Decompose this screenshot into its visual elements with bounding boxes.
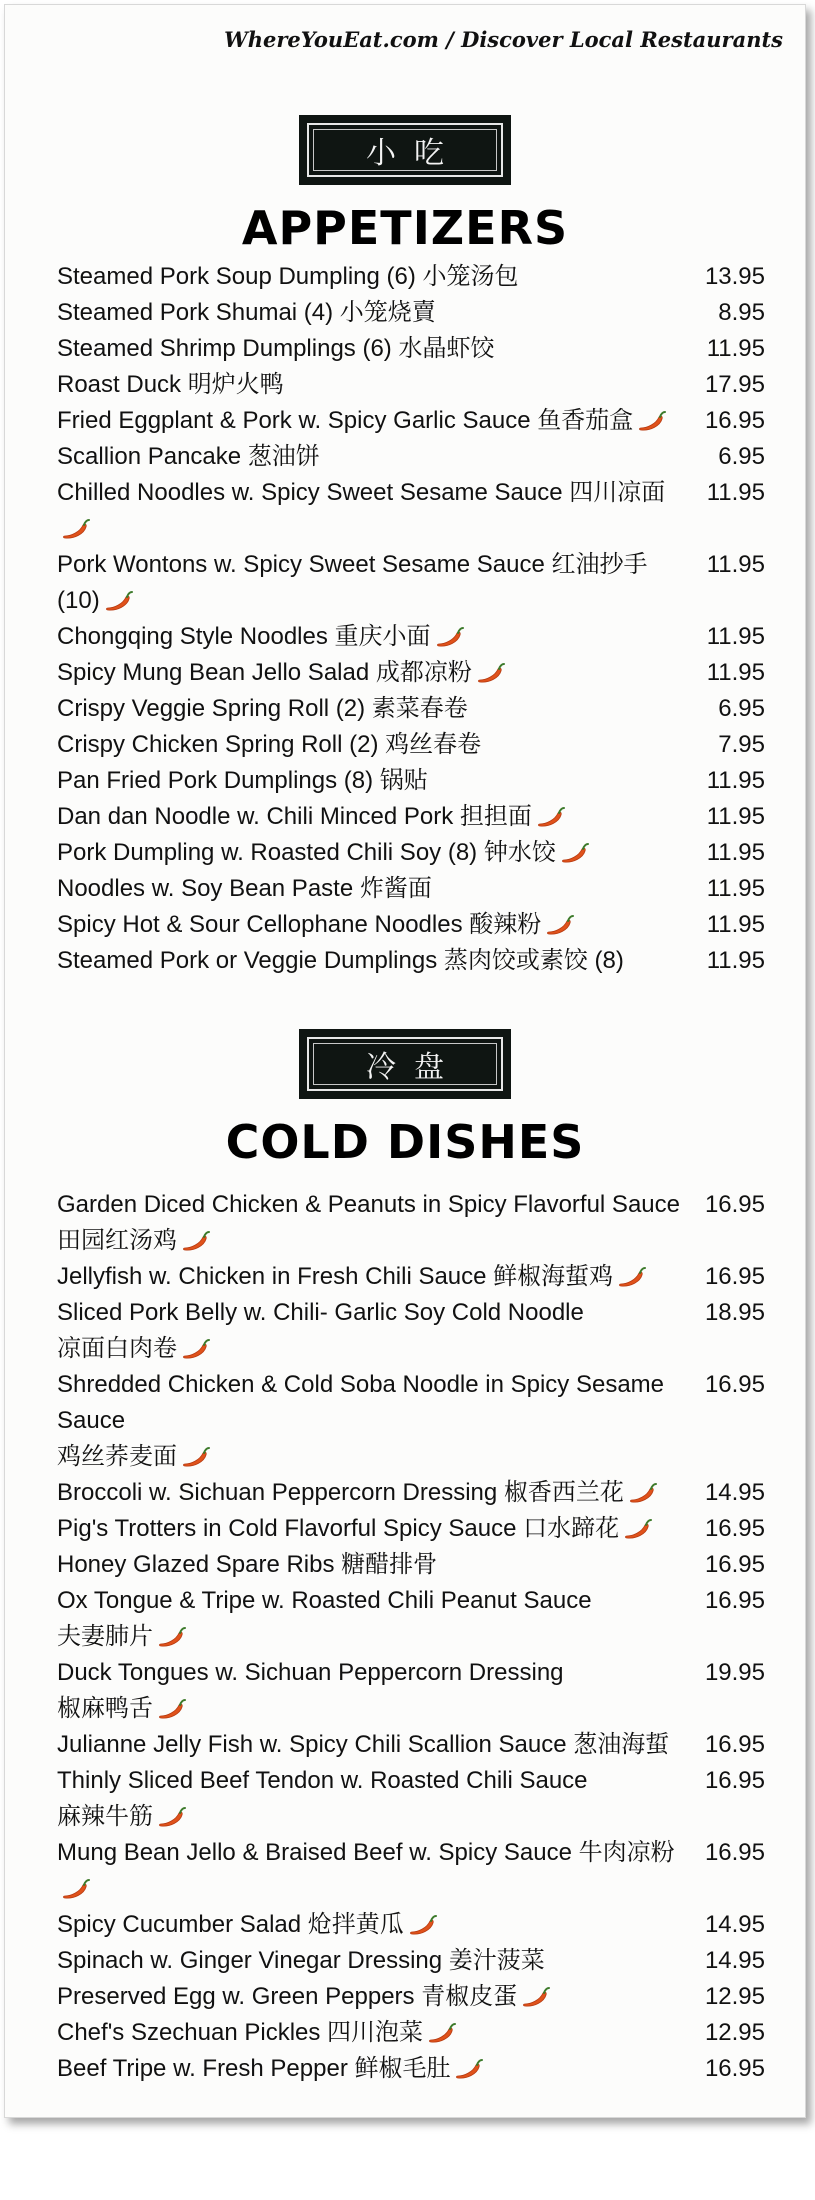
menu-item-price: 16.95 [704, 1551, 765, 1578]
menu-item [57, 2015, 765, 2051]
menu-item-price: 11.95 [706, 551, 765, 578]
menu-item-price: 13.95 [704, 263, 765, 290]
chili-pepper-icon [560, 843, 590, 863]
menu-item [57, 403, 765, 439]
menu-item-chinese-name: 田园红汤鸡 [57, 1227, 177, 1254]
menu-item [57, 1763, 765, 1835]
menu-item [57, 871, 765, 907]
menu-item-name [57, 727, 695, 763]
menu-item-price: 11.95 [706, 803, 765, 830]
menu-item [57, 475, 765, 547]
menu-item-name [57, 619, 695, 655]
chili-pepper-icon [637, 411, 667, 431]
plaque-cold-dishes-text: 冷盘 [366, 1050, 462, 1085]
menu-item-name [57, 799, 695, 835]
menu-item-name-text: Dan dan Noodle w. Chili Minced Pork 担担面 [57, 803, 532, 830]
menu-item-price: 14.95 [704, 1947, 765, 1974]
menu-item-name [57, 1367, 695, 1475]
menu-item-price: 16.95 [704, 1839, 765, 1866]
chili-pepper-icon [476, 663, 506, 683]
plaque-appetizers [299, 115, 511, 185]
menu-item [57, 1979, 765, 2015]
menu-item-name-text: Broccoli w. Sichuan Peppercorn Dressing 椒香西兰花 [57, 1479, 624, 1506]
menu-item-name [57, 1547, 695, 1583]
menu-item [57, 1187, 765, 1259]
menu-item [57, 547, 765, 619]
menu-item-price: 16.95 [704, 1263, 765, 1290]
menu-item [57, 1583, 765, 1655]
cold-dishes-list [57, 1187, 765, 2087]
menu-item-name [57, 655, 695, 691]
menu-item-price: 7.95 [718, 731, 765, 758]
menu-item [57, 1655, 765, 1727]
menu-item-chinese-name: 鸡丝荞麦面 [57, 1443, 177, 1470]
menu-item-price: 11.95 [706, 623, 765, 650]
menu-item-price: 16.95 [704, 1767, 765, 1794]
menu-item-name-text: Julianne Jelly Fish w. Spicy Chili Scallion Sauce 葱油海蜇 [57, 1731, 670, 1758]
chili-pepper-icon [454, 2059, 484, 2079]
chili-pepper-icon [104, 591, 134, 611]
menu-item-name [57, 907, 695, 943]
menu-item-name-text: Spinach w. Ginger Vinegar Dressing 姜汁菠菜 [57, 1947, 545, 1974]
menu-item [57, 331, 765, 367]
menu-item-name-text: Crispy Veggie Spring Roll (2) 素菜春卷 [57, 695, 468, 722]
menu-item-name [57, 1511, 695, 1547]
menu-item-chinese-name: 椒麻鸭舌 [57, 1695, 153, 1722]
menu-item-price: 16.95 [704, 1587, 765, 1614]
chili-pepper-icon [521, 1987, 551, 2007]
menu-item-name [57, 943, 695, 979]
menu-item-name-text: Garden Diced Chicken & Peanuts in Spicy Flavorful Sauce [57, 1191, 680, 1218]
menu-item-name [57, 691, 695, 727]
menu-item-price: 17.95 [704, 371, 765, 398]
chili-pepper-icon [181, 1231, 211, 1251]
menu-item-price: 8.95 [718, 299, 765, 326]
site-banner: WhereYouEat.com / Discover Local Restaurants [224, 27, 783, 52]
menu-item [57, 1367, 765, 1475]
menu-item-price: 6.95 [718, 443, 765, 470]
menu-page [4, 4, 806, 2118]
menu-item-name [57, 1187, 695, 1259]
menu-item-name [57, 1295, 695, 1367]
menu-item [57, 439, 765, 475]
menu-item-name-text: Noodles w. Soy Bean Paste 炸酱面 [57, 875, 432, 902]
section-title-cold-dishes: COLD DISHES [225, 1115, 585, 1169]
menu-item [57, 907, 765, 943]
menu-item-name [57, 295, 695, 331]
menu-item [57, 655, 765, 691]
menu-item-chinese-name: 凉面白肉卷 [57, 1335, 177, 1362]
chili-pepper-icon [435, 627, 465, 647]
menu-item-name [57, 1259, 695, 1295]
menu-item [57, 367, 765, 403]
menu-item-price: 11.95 [706, 911, 765, 938]
menu-item-price: 11.95 [706, 947, 765, 974]
menu-item-name-text: Shredded Chicken & Cold Soba Noodle in Spicy Sesame Sauce [57, 1371, 665, 1434]
chili-pepper-icon [61, 519, 91, 539]
menu-item-name [57, 2051, 695, 2087]
chili-pepper-icon [61, 1879, 91, 1899]
menu-item-name [57, 871, 695, 907]
menu-item [57, 295, 765, 331]
menu-item-name-text: Duck Tongues w. Sichuan Peppercorn Dressing [57, 1659, 564, 1686]
menu-item [57, 1835, 765, 1907]
menu-item-price: 11.95 [706, 767, 765, 794]
menu-item-name-text: Pork Dumpling w. Roasted Chili Soy (8) 钟水饺 [57, 839, 556, 866]
menu-item-price: 12.95 [704, 2019, 765, 2046]
menu-item-price: 11.95 [706, 479, 765, 506]
menu-item-price: 16.95 [704, 1371, 765, 1398]
menu-item-name [57, 259, 695, 295]
menu-item-chinese-name: 夫妻肺片 [57, 1623, 153, 1650]
menu-item-price: 14.95 [704, 1911, 765, 1938]
menu-item-chinese-name: 麻辣牛筋 [57, 1803, 153, 1830]
menu-item [57, 1475, 765, 1511]
menu-item-name-text: Preserved Egg w. Green Peppers 青椒皮蛋 [57, 1983, 518, 2010]
chili-pepper-icon [545, 915, 575, 935]
menu-item-name-text: Pork Wontons w. Spicy Sweet Sesame Sauce 红油抄手 (10) [57, 551, 648, 614]
menu-item-name-text: Fried Eggplant & Pork w. Spicy Garlic Sauce 鱼香茄盒 [57, 407, 634, 434]
menu-item [57, 1943, 765, 1979]
menu-item-price: 18.95 [704, 1299, 765, 1326]
menu-item-name [57, 1583, 695, 1655]
section-title-appetizers: APPETIZERS [241, 201, 569, 255]
menu-item [57, 799, 765, 835]
chili-pepper-icon [427, 2023, 457, 2043]
menu-item-price: 11.95 [706, 875, 765, 902]
menu-item [57, 943, 765, 979]
menu-item-price: 11.95 [706, 335, 765, 362]
menu-item-price: 16.95 [704, 1191, 765, 1218]
menu-item [57, 1907, 765, 1943]
menu-item-name-text: Thinly Sliced Beef Tendon w. Roasted Chili Sauce [57, 1767, 588, 1794]
menu-item-price: 16.95 [704, 407, 765, 434]
menu-item-name [57, 1907, 695, 1943]
chili-pepper-icon [536, 807, 566, 827]
chili-pepper-icon [157, 1627, 187, 1647]
menu-item-name [57, 1727, 695, 1763]
menu-item-name-text: Chongqing Style Noodles 重庆小面 [57, 623, 431, 650]
menu-item [57, 1295, 765, 1367]
chili-pepper-icon [628, 1483, 658, 1503]
menu-item-price: 6.95 [718, 695, 765, 722]
menu-item-name-text: Chilled Noodles w. Spicy Sweet Sesame Sauce 四川凉面 [57, 479, 666, 506]
menu-item-name [57, 1475, 695, 1511]
menu-item-price: 16.95 [704, 2055, 765, 2082]
menu-item [57, 1547, 765, 1583]
chili-pepper-icon [157, 1699, 187, 1719]
menu-item-name-text: Pig's Trotters in Cold Flavorful Spicy Sauce 口水蹄花 [57, 1515, 620, 1542]
menu-item-name [57, 1655, 695, 1727]
menu-item-price: 12.95 [704, 1983, 765, 2010]
plaque-appetizers-text: 小吃 [366, 136, 462, 171]
menu-item-name-text: Mung Bean Jello & Braised Beef w. Spicy Sauce 牛肉凉粉 [57, 1839, 675, 1866]
menu-item-name-text: Crispy Chicken Spring Roll (2) 鸡丝春卷 [57, 731, 482, 758]
menu-item-name-text: Steamed Pork or Veggie Dumplings 蒸肉饺或素饺 (8) [57, 947, 624, 974]
menu-item-price: 14.95 [704, 1479, 765, 1506]
chili-pepper-icon [181, 1339, 211, 1359]
menu-item-price: 16.95 [704, 1731, 765, 1758]
menu-item [57, 1259, 765, 1295]
menu-item-price: 11.95 [706, 659, 765, 686]
menu-item-name-text: Steamed Pork Shumai (4) 小笼烧賣 [57, 299, 436, 326]
menu-item [57, 1511, 765, 1547]
menu-item-name [57, 835, 695, 871]
menu-item-name-text: Honey Glazed Spare Ribs 糖醋排骨 [57, 1551, 438, 1578]
plaque-cold-dishes [299, 1029, 511, 1099]
menu-item-price: 11.95 [706, 839, 765, 866]
menu-item-name-text: Spicy Mung Bean Jello Salad 成都凉粉 [57, 659, 472, 686]
menu-item [57, 259, 765, 295]
menu-item-name-text: Beef Tripe w. Fresh Pepper 鲜椒毛肚 [57, 2055, 451, 2082]
menu-item-name [57, 403, 695, 439]
menu-item-name-text: Jellyfish w. Chicken in Fresh Chili Sauce 鲜椒海蜇鸡 [57, 1263, 614, 1290]
menu-item [57, 727, 765, 763]
chili-pepper-icon [181, 1447, 211, 1467]
menu-item [57, 619, 765, 655]
menu-item-name [57, 1979, 695, 2015]
chili-pepper-icon [157, 1807, 187, 1827]
menu-item-name-text: Spicy Cucumber Salad 炝拌黄瓜 [57, 1911, 404, 1938]
menu-item-name [57, 763, 695, 799]
menu-item [57, 763, 765, 799]
menu-item-name-text: Chef's Szechuan Pickles 四川泡菜 [57, 2019, 424, 2046]
chili-pepper-icon [408, 1915, 438, 1935]
menu-item-name [57, 1943, 695, 1979]
menu-item-name [57, 547, 695, 619]
menu-item-name-text: Scallion Pancake 葱油饼 [57, 443, 320, 470]
menu-item [57, 835, 765, 871]
menu-item-name-text: Spicy Hot & Sour Cellophane Noodles 酸辣粉 [57, 911, 542, 938]
menu-item [57, 2051, 765, 2087]
menu-item-name [57, 2015, 695, 2051]
menu-item-name [57, 367, 695, 403]
menu-item-name-text: Steamed Shrimp Dumplings (6) 水晶虾饺 [57, 335, 495, 362]
menu-item-price: 19.95 [704, 1659, 765, 1686]
menu-item-name [57, 331, 695, 367]
chili-pepper-icon [623, 1519, 653, 1539]
menu-item-name-text: Ox Tongue & Tripe w. Roasted Chili Peanut Sauce [57, 1587, 592, 1614]
menu-item-name-text: Roast Duck 明炉火鸭 [57, 371, 284, 398]
menu-item-price: 16.95 [704, 1515, 765, 1542]
menu-item-name [57, 1763, 695, 1835]
menu-item-name [57, 439, 695, 475]
menu-item-name [57, 475, 695, 547]
menu-item-name-text: Pan Fried Pork Dumplings (8) 锅贴 [57, 767, 428, 794]
menu-item-name-text: Sliced Pork Belly w. Chili- Garlic Soy Cold Noodle [57, 1299, 584, 1326]
chili-pepper-icon [617, 1267, 647, 1287]
menu-item [57, 1727, 765, 1763]
appetizers-list [57, 259, 765, 979]
menu-item [57, 691, 765, 727]
menu-item-name-text: Steamed Pork Soup Dumpling (6) 小笼汤包 [57, 263, 519, 290]
menu-item-name [57, 1835, 695, 1907]
